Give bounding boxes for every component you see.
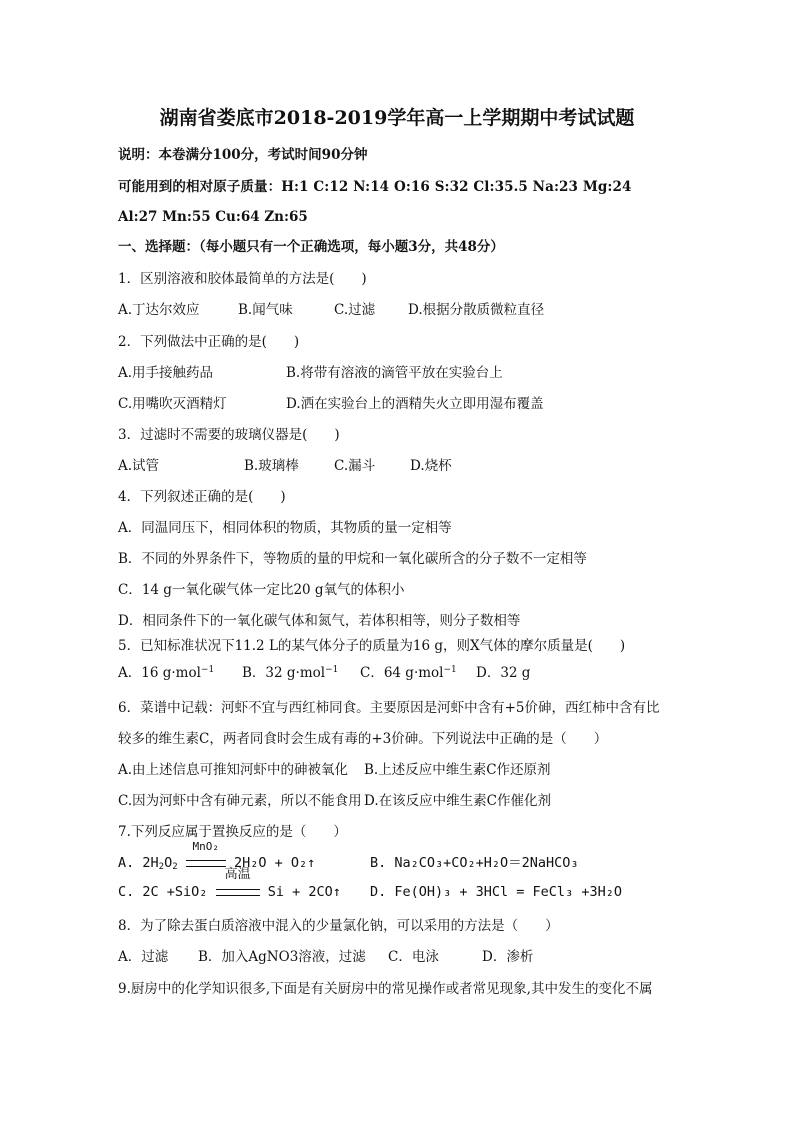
question-8-options [118, 948, 533, 966]
atomic-masses-line2: Al:27 Mn:55 Cu:64 Zn:65 [118, 209, 308, 225]
page-title: 湖南省娄底市2018-2019学年高一上学期期中考试试题 [159, 107, 635, 129]
option-d[interactable]: D.洒在实验台上的酒精失火立即用湿布覆盖 [286, 396, 544, 412]
option-b[interactable]: B.上述反应中维生素C作还原剂 [364, 762, 551, 778]
option-b[interactable]: B．加入AgNO3溶液，过滤 [198, 949, 366, 965]
question-2-options-row2 [118, 395, 544, 413]
question-6-options-row1 [118, 761, 551, 779]
option-d[interactable]: D.烧杯 [410, 458, 452, 474]
option-d[interactable]: D．渗析 [482, 949, 534, 965]
option-b[interactable]: B. Na₂CO₃+CO₂+H₂O＝2NaHCO₃ [370, 855, 579, 871]
question-6-options-row2 [118, 792, 551, 810]
option-b[interactable]: B．32 g·mol$^{-1}$ [242, 665, 339, 681]
option-a[interactable]: A.丁达尔效应 [118, 302, 200, 318]
question-3-options [118, 457, 452, 475]
question-4-stem: 4．下列叙述正确的是( ) [118, 489, 286, 505]
option-c[interactable]: C. 2C +SiO₂ 高温 Si + 2CO↑ [118, 867, 341, 900]
option-a[interactable]: A．过滤 [118, 949, 169, 965]
option-d[interactable]: D．相同条件下的一氧化碳气体和氮气，若体积相等，则分子数相等 [118, 613, 521, 629]
question-2-options-row1 [118, 364, 503, 382]
option-a[interactable]: A.试管 [118, 458, 160, 474]
option-c[interactable]: C.过滤 [334, 302, 376, 318]
option-c[interactable]: C.用嘴吹灭酒精灯 [118, 396, 227, 412]
option-c[interactable]: C.漏斗 [334, 458, 376, 474]
section-heading: 一、选择题：（每小题只有一个正确选项，每小题3分，共48分） [118, 239, 504, 255]
option-c[interactable]: C．14 g一氧化碳气体一定比20 g氧气的体积小 [118, 582, 405, 598]
option-a[interactable]: A.由上述信息可推知河虾中的砷被氧化 [118, 762, 349, 778]
atomic-masses-line1: 可能用到的相对原子质量：H:1 C:12 N:14 O:16 S:32 Cl:35.5 Na:23 Mg:24 [118, 179, 632, 195]
option-b[interactable]: B.闻气味 [238, 302, 293, 318]
question-8-stem: 8．为了除去蛋白质溶液中混入的少量氯化钠，可以采用的方法是（ ） [118, 918, 559, 934]
question-6-stem-line1: 6．菜谱中记载：河虾不宜与西红柿同食。主要原因是河虾中含有+5价砷，西红柿中含有比 [118, 700, 660, 716]
question-5-options [118, 664, 530, 682]
option-b[interactable]: B.将带有溶液的滴管平放在实验台上 [286, 365, 503, 381]
question-7-options-row2 [118, 867, 622, 901]
question-3-stem: 3．过滤时不需要的玻璃仪器是( ) [118, 427, 340, 443]
option-c[interactable]: C．电泳 [388, 949, 439, 965]
option-a[interactable]: A．16 g·mol$^{-1}$ [118, 665, 215, 681]
reaction-condition: MnO₂ [186, 854, 226, 872]
reaction-condition: 高温 [216, 883, 260, 901]
option-d[interactable]: D．32 g [476, 665, 531, 681]
question-6-stem-line2: 较多的维生素C，两者同食时会生成有毒的+3价砷。下列说法中正确的是（ ） [118, 731, 608, 747]
exam-note: 说明：本卷满分100分，考试时间90分钟 [118, 147, 368, 163]
question-7-stem: 7.下列反应属于置换反应的是（ ） [118, 824, 347, 840]
question-2-stem: 2．下列做法中正确的是( ) [118, 334, 300, 350]
option-c[interactable]: C.因为河虾中含有砷元素，所以不能食用 [118, 793, 362, 809]
question-5-stem: 5．已知标准状况下11.2 L的某气体分子的质量为16 g，则X气体的摩尔质量是( ) [118, 638, 626, 654]
option-a[interactable]: A. $2H_2O_2$ MnO₂ 2H₂O + O₂↑ [118, 840, 316, 872]
question-9-stem: 9.厨房中的化学知识很多,下面是有关厨房中的常见操作或者常见现象,其中发生的变化不属 [118, 981, 653, 997]
question-7-options-row1 [118, 840, 579, 872]
option-d[interactable]: D. Fe(OH)₃ + 3HCl = FeCl₃ +3H₂O [370, 884, 622, 900]
option-d[interactable]: D.在该反应中维生素C作催化剂 [364, 793, 551, 809]
option-c[interactable]: C．64 g·mol$^{-1}$ [360, 665, 457, 681]
option-d[interactable]: D.根据分散质微粒直径 [408, 302, 545, 318]
question-1-options [118, 301, 544, 319]
option-b[interactable]: B．不同的外界条件下，等物质的量的甲烷和一氧化碳所含的分子数不一定相等 [118, 551, 587, 567]
option-a[interactable]: A.用手接触药品 [118, 365, 214, 381]
question-1-stem: 1．区别溶液和胶体最简单的方法是( ) [118, 271, 367, 287]
option-a[interactable]: A．同温同压下，相同体积的物质，其物质的量一定相等 [118, 520, 452, 536]
option-b[interactable]: B.玻璃棒 [244, 458, 299, 474]
